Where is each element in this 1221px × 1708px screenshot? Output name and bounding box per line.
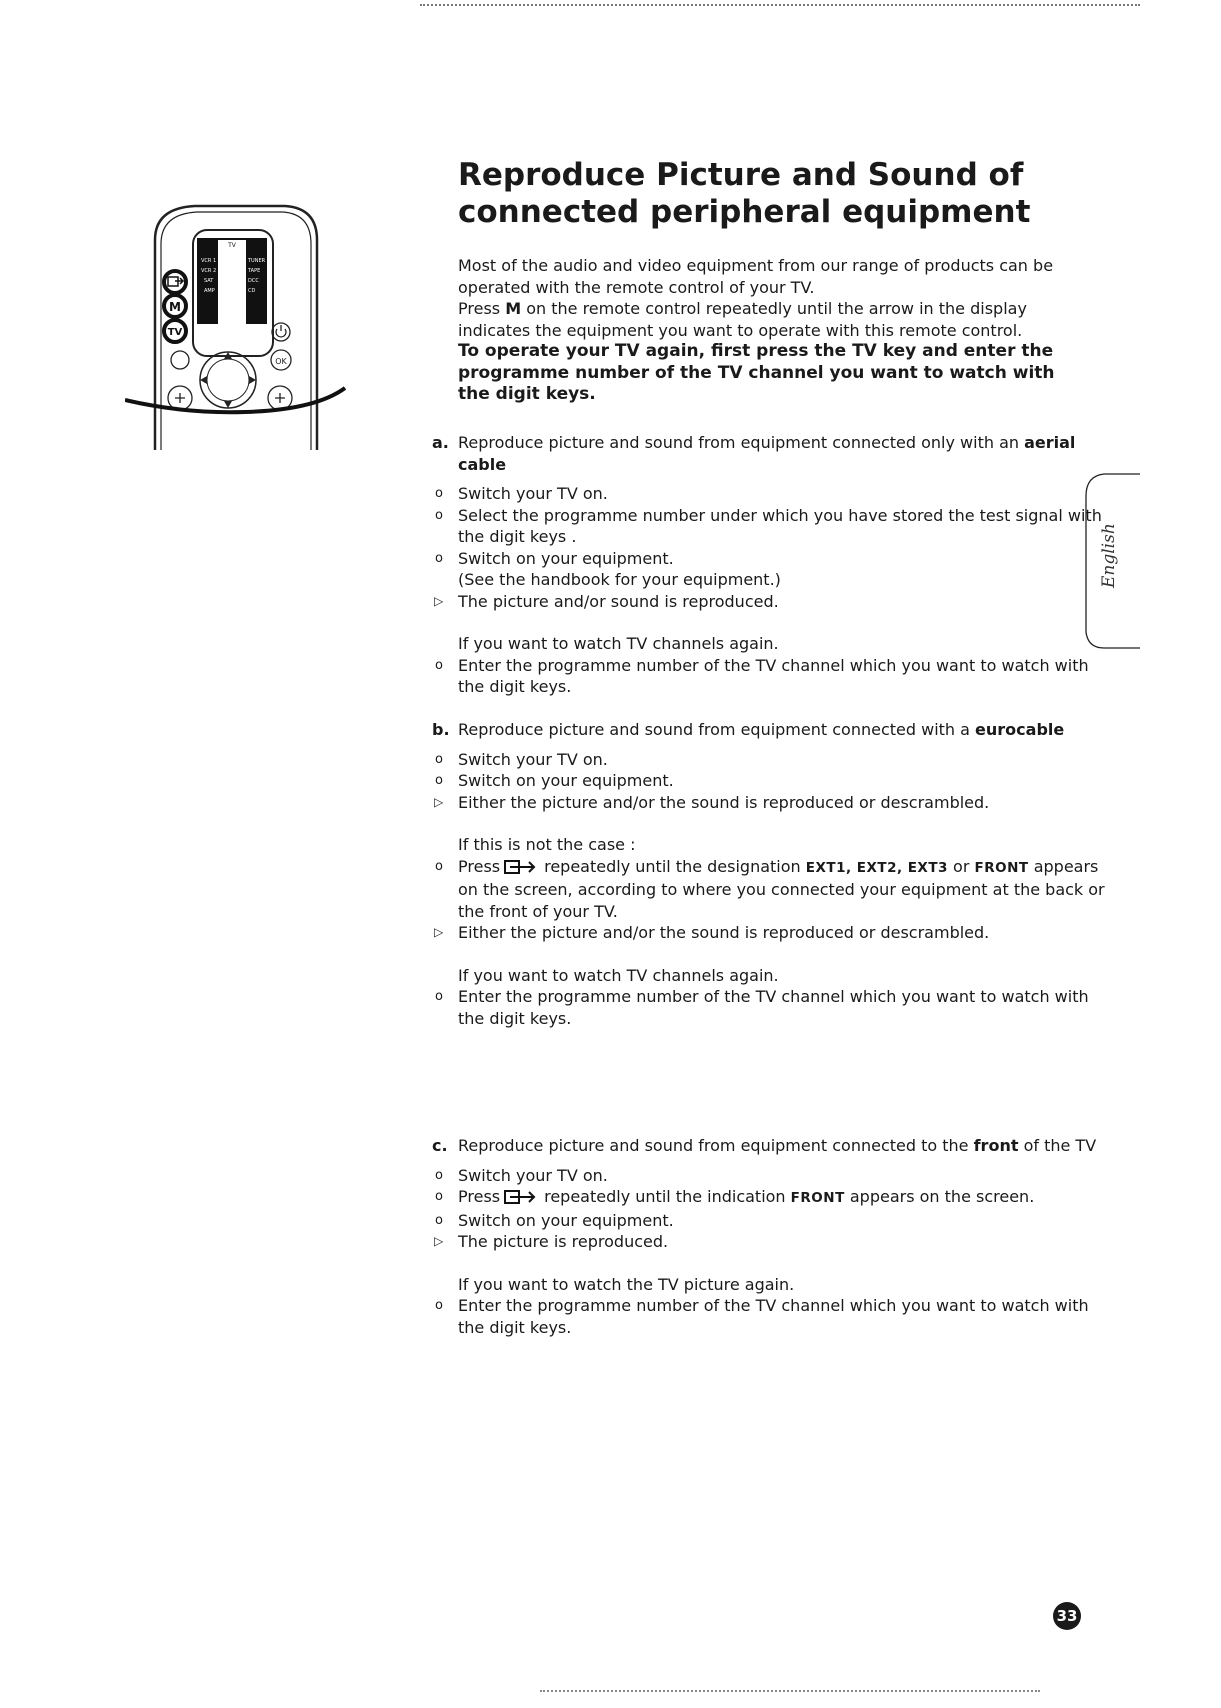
- section-b-press-steps: [432, 856, 1112, 944]
- intro-block: [458, 255, 1078, 406]
- section-b-again-steps: [432, 986, 1112, 1029]
- svg-text:OK: OK: [275, 357, 287, 366]
- section-b: [432, 719, 1112, 1029]
- section-a: [432, 432, 1112, 698]
- svg-text:VCR 1: VCR 1: [201, 258, 217, 264]
- svg-text:CD: CD: [248, 288, 256, 294]
- section-c-steps: [432, 1165, 1112, 1253]
- section-b-steps: [432, 749, 1112, 814]
- svg-text:TV: TV: [228, 242, 236, 249]
- svg-text:TUNER: TUNER: [248, 258, 266, 264]
- scan-artifact-top: [420, 4, 1140, 10]
- list-item-result: ▷ Either the picture and/or the sound is reproduced or descrambled.: [434, 923, 990, 942]
- section-a-heading: a. Reproduce picture and sound from equipment connected only with an aerial cable: [432, 433, 1076, 474]
- page-title: Reproduce Picture and Sound of connected peripheral equipment: [458, 157, 1031, 230]
- svg-text:SAT: SAT: [204, 278, 214, 284]
- list-item-result: ▷ The picture and/or sound is reproduced.: [434, 591, 779, 611]
- list-item: o Switch your TV on.: [435, 749, 608, 769]
- section-a-steps: [432, 483, 1112, 612]
- list-item-result: ▷ Either the picture and/or the sound is reproduced or descrambled.: [434, 792, 990, 812]
- svg-text:AMP: AMP: [204, 288, 215, 294]
- list-item: o Switch on your equipment.: [435, 771, 674, 790]
- list-item: o Select the programme number under which you have stored the test signal with the digit keys .: [435, 505, 1102, 546]
- list-item: o Enter the programme number of the TV channel which you want to watch with the digit keys.: [435, 655, 1089, 696]
- svg-text:English: English: [1099, 523, 1119, 588]
- intro-press-m-paragraph: Press M on the remote control repeatedly until the arrow in the display indicates the equipment you want to operate with this remote control.: [458, 299, 1027, 340]
- external-source-icon: [504, 859, 540, 875]
- list-item: o Enter the programme number of the TV channel which you want to watch with the digit keys.: [435, 1296, 1089, 1337]
- scan-artifact-bottom: [540, 1690, 1040, 1695]
- section-a-again-text: If you want to watch TV channels again.: [458, 634, 779, 653]
- section-c-again-steps: [432, 1295, 1112, 1338]
- section-c-again-text: If you want to watch the TV picture again.: [458, 1274, 795, 1294]
- page-number: 33: [1053, 1602, 1081, 1630]
- remote-control-illustration: [125, 200, 385, 460]
- list-item: o Switch on your equipment.: [435, 1210, 674, 1230]
- svg-text:TV: TV: [167, 327, 183, 338]
- svg-text:VCR 2: VCR 2: [201, 268, 217, 274]
- section-a-again-steps: [432, 655, 1112, 698]
- list-item: o Enter the programme number of the TV channel which you want to watch with the digit keys.: [435, 987, 1089, 1028]
- list-item: o Press repeatedly until the designation EXT1, EXT2, EXT3 or FRONT appears on the screen, according to where you connected your equipment at the back or the front of your TV.: [435, 856, 1105, 921]
- svg-text:DCC: DCC: [248, 278, 259, 284]
- list-item: o Press repeatedly until the indication FRONT appears on the screen.: [435, 1187, 1035, 1206]
- section-c: [432, 1135, 1112, 1338]
- list-item: o Switch your TV on.: [435, 484, 608, 503]
- svg-text:M: M: [169, 300, 181, 314]
- section-c-heading: c. Reproduce picture and sound from equipment connected to the front of the TV: [432, 1136, 1097, 1155]
- list-item-result: ▷ The picture is reproduced.: [434, 1232, 669, 1251]
- navigation-cursor-ring: [200, 352, 256, 408]
- external-source-icon: [504, 1189, 540, 1205]
- list-item-continuation: (See the handbook for your equipment.): [458, 570, 781, 589]
- list-item: o Switch your TV on.: [435, 1165, 608, 1185]
- intro-bold-note: To operate your TV again, first press the TV key and enter the programme number of the TV channel you want to watch with the digit keys.: [458, 341, 1055, 404]
- section-b-again-text: If you want to watch TV channels again.: [458, 965, 779, 985]
- list-item: o Switch on your equipment.: [435, 548, 674, 568]
- section-b-not-case: If this is not the case :: [458, 835, 636, 854]
- language-side-tab: [1080, 472, 1142, 652]
- intro-paragraph: Most of the audio and video equipment from our range of products can be operated with the remote control of your TV.: [458, 256, 1054, 297]
- section-b-heading: b. Reproduce picture and sound from equipment connected with a eurocable: [432, 720, 1065, 739]
- svg-text:TAPE: TAPE: [248, 268, 261, 274]
